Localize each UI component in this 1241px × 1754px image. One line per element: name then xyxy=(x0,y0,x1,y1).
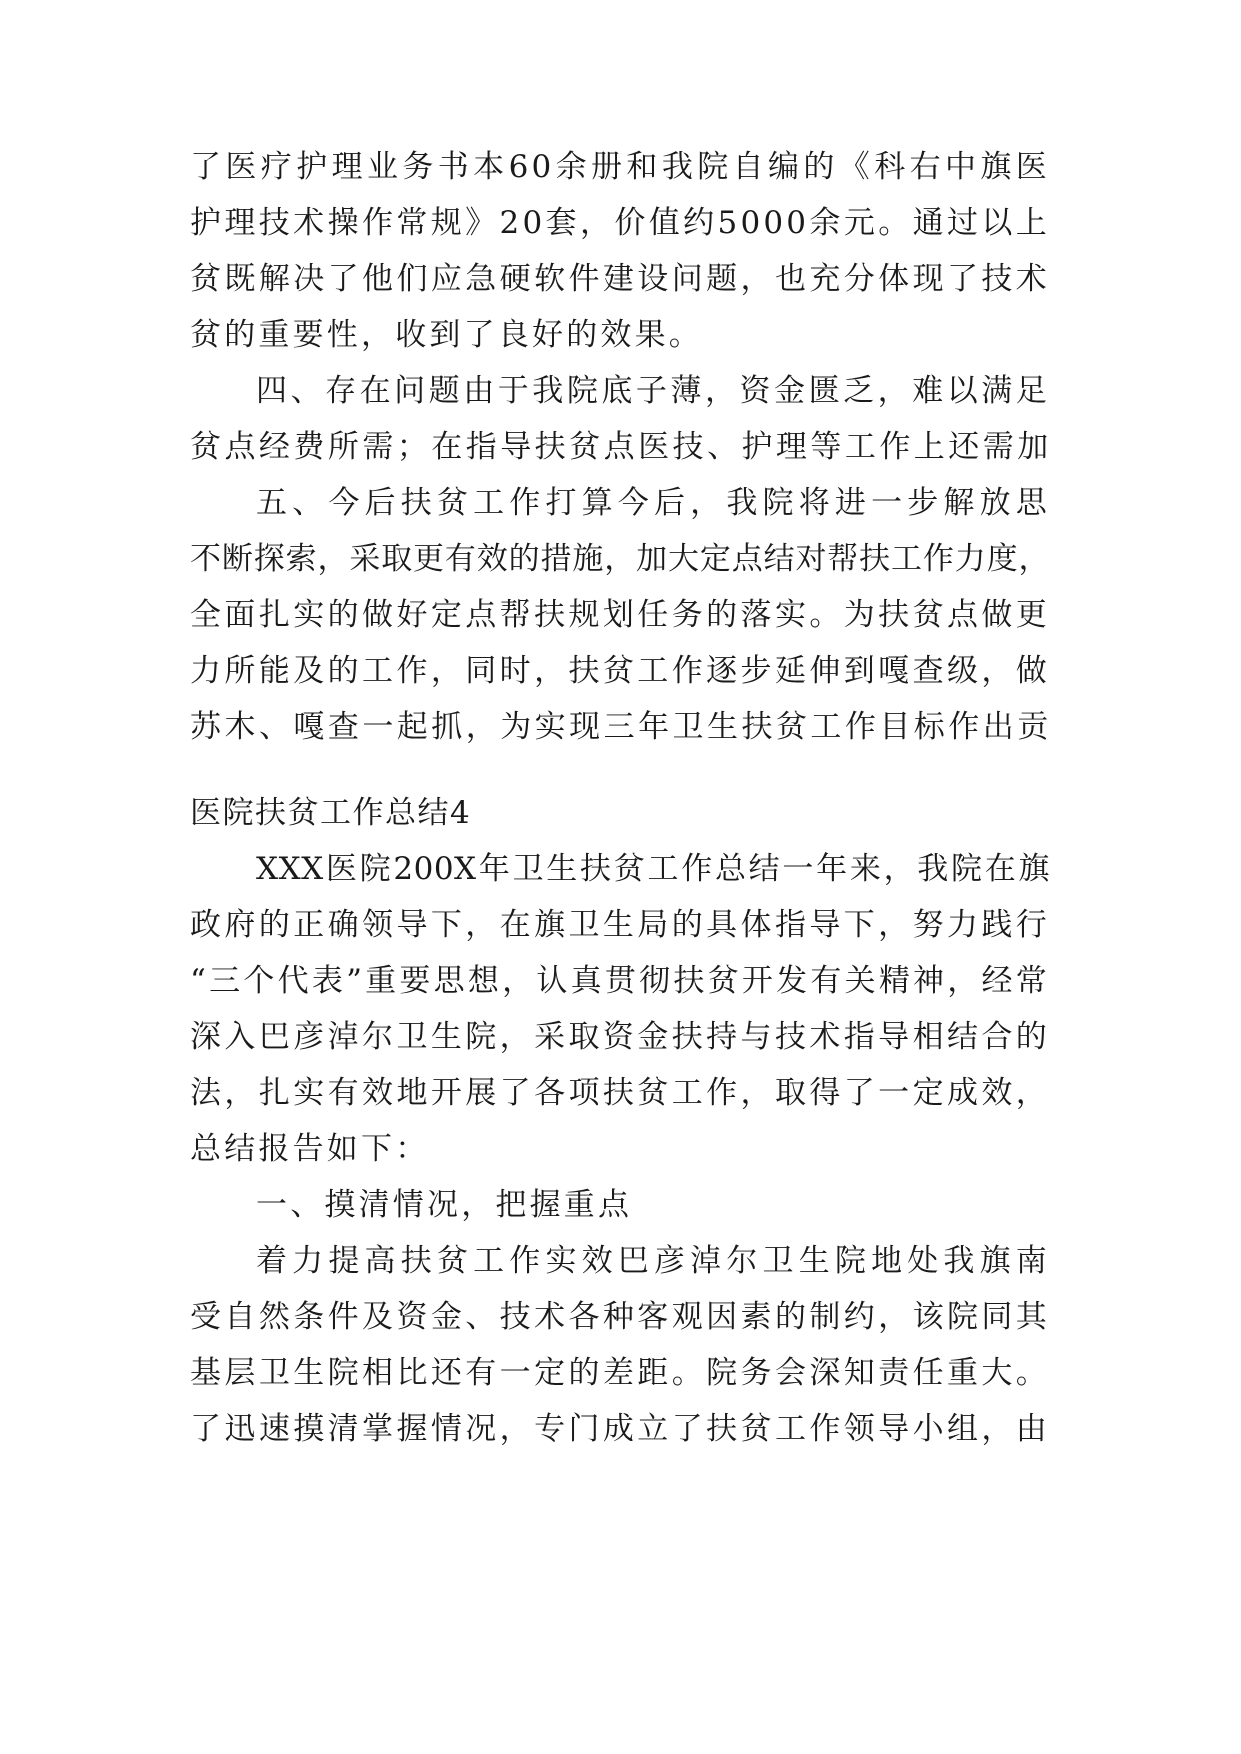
paragraph-line: 不断探索，采取更有效的措施，加大定点结对帮扶工作力度， xyxy=(190,541,1050,577)
paragraph-line: 深入巴彦淖尔卫生院，采取资金扶持与技术指导相结合的 xyxy=(190,1019,1050,1055)
paragraph-line: 政府的正确领导下，在旗卫生局的具体指导下，努力践行 xyxy=(190,907,1050,943)
paragraph-line: 着力提高扶贫工作实效巴彦淖尔卫生院地处我旗南 xyxy=(256,1243,1050,1279)
paragraph-line: 贫的重要性，收到了良好的效果。 xyxy=(190,317,703,353)
paragraph-line: 四、存在问题由于我院底子薄，资金匮乏，难以满足 xyxy=(256,373,1050,409)
section-heading: 医院扶贫工作总结4 xyxy=(190,795,472,831)
paragraph-line: 护理技术操作常规》20套，价值约5000余元。通过以上 xyxy=(190,205,1050,241)
paragraph-line: 贫既解决了他们应急硬软件建设问题，也充分体现了技术 xyxy=(190,261,1050,297)
paragraph-line: XXX医院200X年卫生扶贫工作总结一年来，我院在旗 xyxy=(256,851,1050,887)
subheading: 一、摸清情况，把握重点 xyxy=(256,1187,633,1223)
paragraph-line: 基层卫生院相比还有一定的差距。院务会深知责任重大。 xyxy=(190,1355,1050,1391)
paragraph-line: “三个代表”重要思想，认真贯彻扶贫开发有关精神，经常 xyxy=(190,963,1050,999)
paragraph-line: 法，扎实有效地开展了各项扶贫工作，取得了一定成效， xyxy=(190,1075,1050,1111)
paragraph-line: 苏木、嘎查一起抓，为实现三年卫生扶贫工作目标作出贡 xyxy=(190,709,1050,745)
paragraph-line: 全面扎实的做好定点帮扶规划任务的落实。为扶贫点做更 xyxy=(190,597,1050,633)
paragraph-line: 受自然条件及资金、技术各种客观因素的制约，该院同其 xyxy=(190,1299,1050,1335)
paragraph-line: 五、今后扶贫工作打算今后，我院将进一步解放思 xyxy=(256,485,1050,521)
paragraph-line: 总结报告如下： xyxy=(190,1131,430,1167)
paragraph-line: 了迅速摸清掌握情况，专门成立了扶贫工作领导小组，由 xyxy=(190,1411,1050,1447)
paragraph-line: 贫点经费所需；在指导扶贫点医技、护理等工作上还需加 xyxy=(190,429,1050,465)
paragraph-line: 了医疗护理业务书本60余册和我院自编的《科右中旗医 xyxy=(190,149,1050,185)
paragraph-line: 力所能及的工作，同时，扶贫工作逐步延伸到嘎查级，做 xyxy=(190,653,1050,689)
